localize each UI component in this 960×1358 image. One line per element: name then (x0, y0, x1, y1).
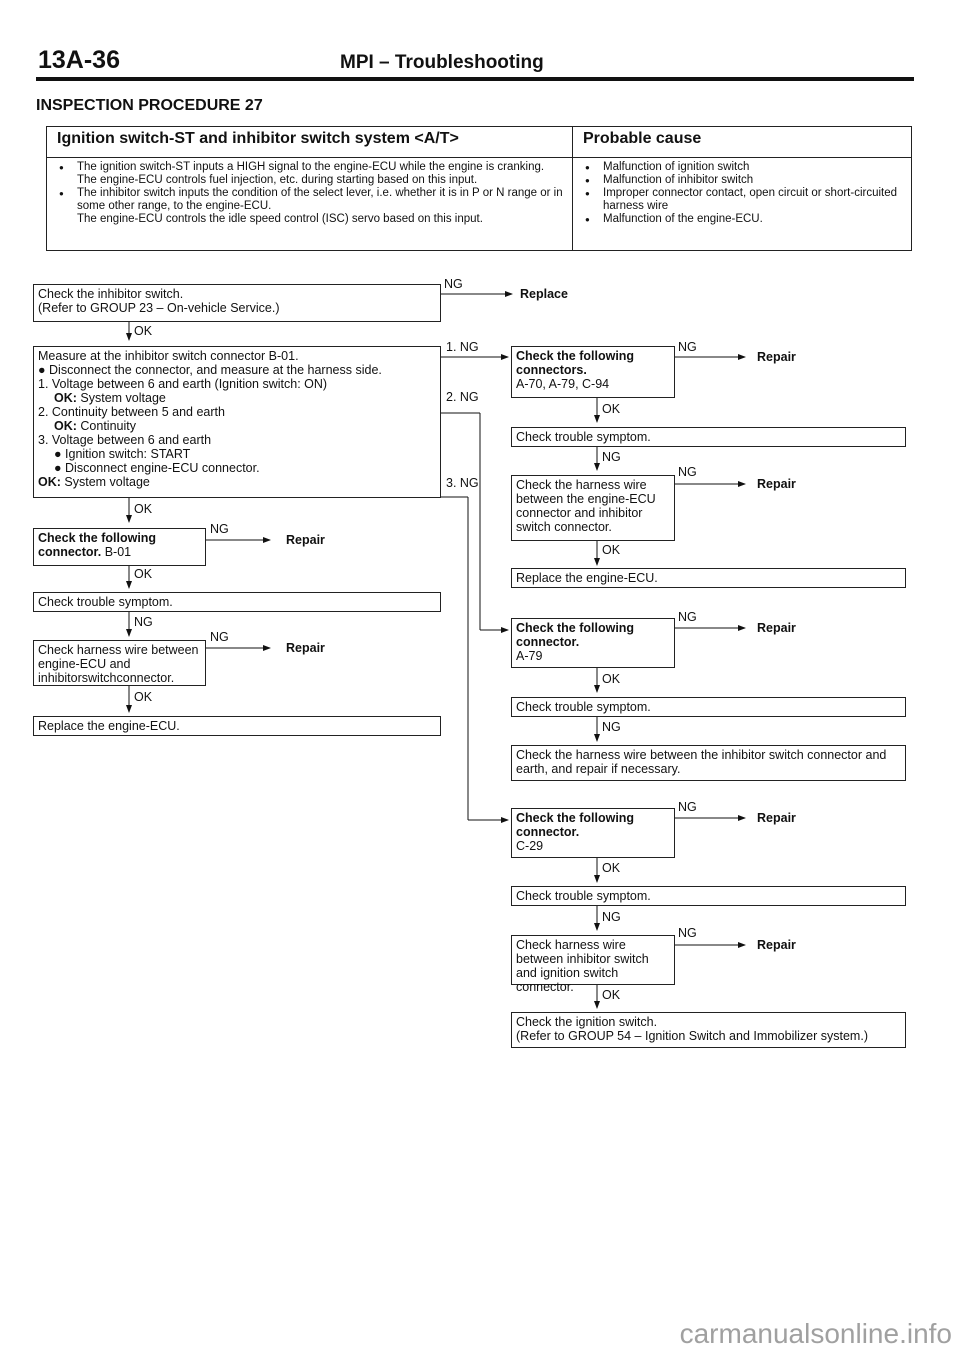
measure-step-1-ok (38, 391, 436, 405)
page-number: 13A-36 (38, 46, 120, 74)
ng-label: NG (134, 615, 153, 629)
check-b01-bold: Check the following connector. (38, 531, 157, 559)
ok-key: OK: (54, 419, 77, 433)
check-ign-ref: (Refer to GROUP 54 – Ignition Switch and Immobilizer system.) (516, 1029, 868, 1043)
measure-step-2: 2. Continuity between 5 and earth (38, 405, 225, 419)
ok-label: OK (602, 672, 621, 686)
ok-value: Continuity (80, 419, 136, 433)
repair-label: Repair (757, 621, 796, 635)
ng-label: NG (444, 277, 463, 291)
cause-right-item: ● Malfunction of ignition switch (581, 161, 903, 174)
replace-ecu-left-box: Replace the engine-ECU. (33, 716, 441, 736)
ok-key: OK: (54, 391, 77, 405)
replace-label: Replace (520, 287, 568, 301)
check-a79-code: A-79 (516, 649, 543, 663)
harness-earth-box: Check the harness wire between the inhibitor switch connector and earth, and repair if necessary. (511, 745, 906, 781)
ng-label: NG (678, 800, 697, 814)
measure-box (33, 346, 441, 498)
check-a70-bold: Check the following connectors. (516, 349, 635, 377)
check-a70-codes: A-70, A-79, C-94 (516, 377, 610, 391)
bullet-text: Ignition switch: START (65, 447, 191, 461)
repair-label: Repair (757, 811, 796, 825)
cause-left-item: ● The ignition switch-ST inputs a HIGH signal to the engine-ECU while the engine is cranking. The engine-ECU controls fuel injection, etc. during starting based on this input. (55, 161, 564, 187)
cause-right-header: Probable cause (573, 127, 912, 158)
ok-value: System voltage (80, 391, 166, 405)
cause-right-item: ● Improper connector contact, open circuit or short-circuited harness wire (581, 187, 903, 213)
check-a79-bold: Check the following connector. (516, 621, 635, 649)
measure-step-3-ok (38, 475, 436, 489)
ng-label: NG (678, 926, 697, 940)
ok-label: OK (134, 324, 153, 338)
check-ign-line: Check the ignition switch. (516, 1015, 658, 1029)
check-a79-box (511, 618, 675, 668)
measure-step-3-bullet: ● Ignition switch: START (54, 447, 191, 461)
measure-step-3: 3. Voltage between 6 and earth (38, 433, 212, 447)
repair-label: Repair (286, 641, 325, 655)
trouble-box-left: Check trouble symptom. (33, 592, 441, 612)
ok-label: OK (602, 402, 621, 416)
ng-label: NG (602, 910, 621, 924)
ng2-label: 2. NG (446, 390, 479, 404)
check-inhibitor-ref: (Refer to GROUP 23 – On-vehicle Service.) (38, 301, 280, 315)
ok-label: OK (602, 543, 621, 557)
repair-label: Repair (757, 477, 796, 491)
check-a70-box (511, 346, 675, 398)
check-c29-box (511, 808, 675, 858)
ng-label: NG (678, 465, 697, 479)
measure-step-3-bullet: ● Disconnect engine-ECU connector. (54, 461, 260, 475)
measure-step-2-ok (38, 419, 436, 433)
section-title: MPI – Troubleshooting (340, 52, 544, 73)
repair-label: Repair (757, 350, 796, 364)
ng-label: NG (210, 630, 229, 644)
ng-label: NG (602, 720, 621, 734)
ng-label: NG (602, 450, 621, 464)
trouble-box-r2: Check trouble symptom. (511, 697, 906, 717)
check-c29-code: C-29 (516, 839, 544, 853)
check-inhibitor-box (33, 284, 441, 322)
ok-label: OK (134, 690, 153, 704)
ok-label: OK (134, 567, 153, 581)
harness-left-box: Check harness wire between engine-ECU and inhibitorswitchconnector. (33, 640, 206, 686)
trouble-box-r1: Check trouble symptom. (511, 427, 906, 447)
cause-right-item: ● Malfunction of inhibitor switch (581, 174, 903, 187)
watermark: carmanualsonline.info (679, 1318, 952, 1349)
ok-label: OK (602, 988, 621, 1002)
ok-key: OK: (38, 475, 61, 489)
check-ign-box (511, 1012, 906, 1048)
measure-bullet: ● Disconnect the connector, and measure at the harness side. (38, 363, 382, 377)
ng-label: NG (210, 522, 229, 536)
check-c29-bold: Check the following connector. (516, 811, 635, 839)
measure-bullet-text: Disconnect the connector, and measure at the harness side. (49, 363, 382, 377)
ok-label: OK (602, 861, 621, 875)
cause-left-header: Ignition switch-ST and inhibitor switch system <A/T> (47, 127, 573, 158)
repair-label: Repair (286, 533, 325, 547)
harness-ecu-inh-box: Check the harness wire between the engine-ECU connector and inhibitor switch connector. (511, 475, 675, 541)
ok-label: OK (134, 502, 153, 516)
measure-title: Measure at the inhibitor switch connector B-01. (38, 349, 299, 363)
trouble-box-r3: Check trouble symptom. (511, 886, 906, 906)
repair-label: Repair (757, 938, 796, 952)
procedure-title: INSPECTION PROCEDURE 27 (36, 97, 263, 114)
ng-label: NG (678, 610, 697, 624)
measure-step-1: 1. Voltage between 6 and earth (Ignition switch: ON) (38, 377, 328, 391)
harness-ign-box: Check harness wire between inhibitor switch and ignition switch connector. (511, 935, 675, 985)
bullet-text: Disconnect engine-ECU connector. (65, 461, 260, 475)
cause-right-item: ● Malfunction of the engine-ECU. (581, 213, 903, 226)
replace-ecu-right-box: Replace the engine-ECU. (511, 568, 906, 588)
ng3-label: 3. NG (446, 476, 479, 490)
ok-value: System voltage (64, 475, 150, 489)
ng1-label: 1. NG (446, 340, 479, 354)
cause-left-item: ● The inhibitor switch inputs the condition of the select lever, i.e. whether it is in P or N range or in some other range, to the engine-ECU. The engine-ECU controls the idle speed control (ISC) servo based on this input. (55, 187, 564, 226)
check-inhibitor-line: Check the inhibitor switch. (38, 287, 184, 301)
check-b01-box (33, 528, 206, 566)
ng-label: NG (678, 340, 697, 354)
check-b01-code: B-01 (104, 545, 132, 559)
